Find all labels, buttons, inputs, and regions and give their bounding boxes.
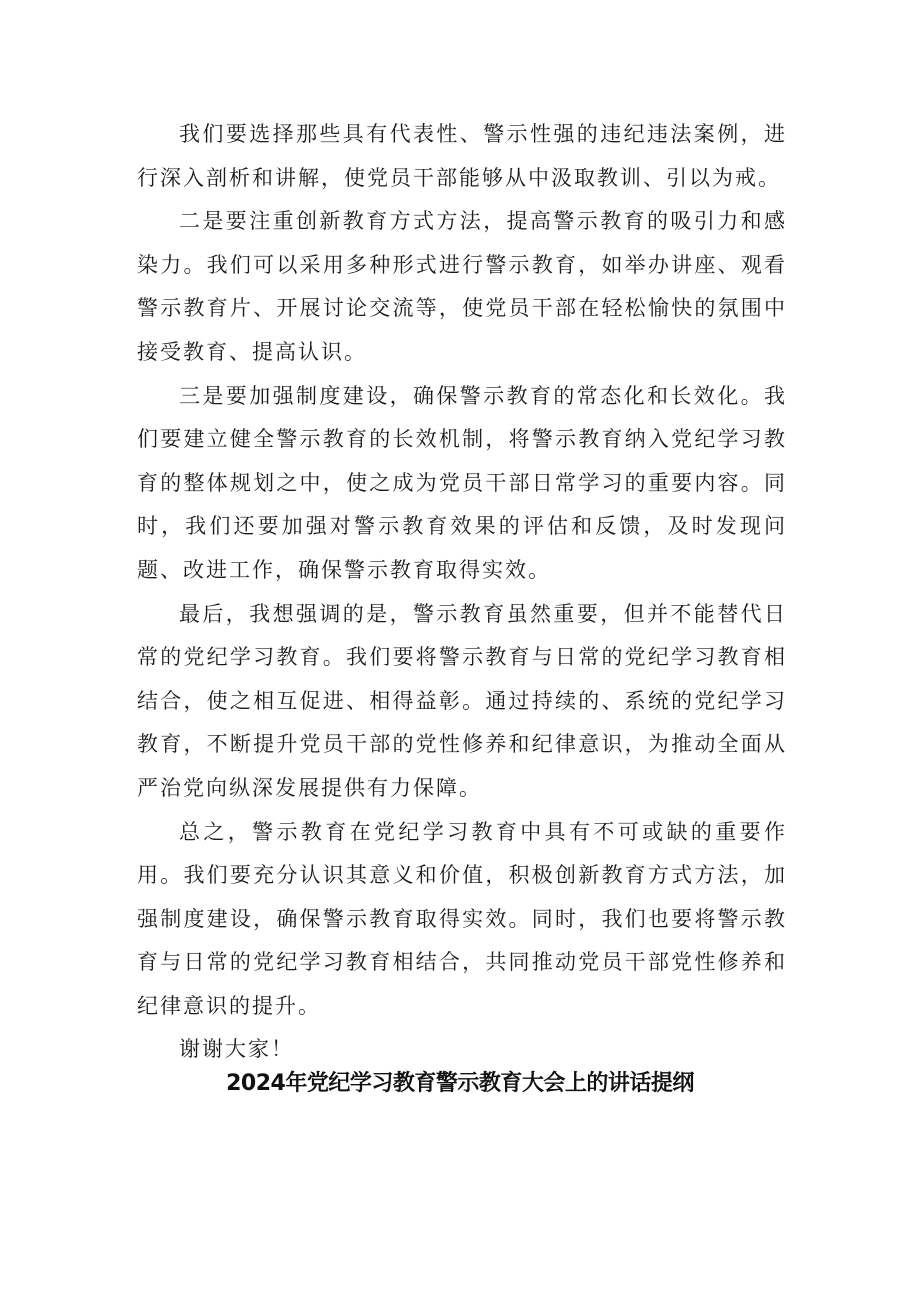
next-document-title: 2024年党纪学习教育警示教育大会上的讲话提纲 (226, 1071, 694, 1096)
paragraph-system-building: 三是要加强制度建设，确保警示教育的常态化和长效化。我们要建立健全警示教育的长效机制，将警示教育纳入党纪学习教育的整体规划之中，使之成为党员干部日常学习的重要内容。同时，我们还要加强对警示教育效果的评估和反馈，及时发现问题、改进工作，确保警示教育取得实效。 (137, 383, 787, 582)
paragraph-case-study: 我们要选择那些具有代表性、警示性强的违纪违法案例，进行深入剖析和讲解，使党员干部能够从中汲取教训、引以为戒。 (137, 122, 787, 190)
speech-body (137, 113, 787, 1072)
paragraph-innovation: 二是要注重创新教育方式方法，提高警示教育的吸引力和感染力。我们可以采用多种形式进行警示教育，如举办讲座、观看警示教育片、开展讨论交流等，使党员干部在轻松愉快的氛围中接受教育、提高认识。 (137, 209, 787, 364)
paragraph-conclusion: 总之，警示教育在党纪学习教育中具有不可或缺的重要作用。我们要充分认识其意义和价值，积极创新教育方式方法，加强制度建设，确保警示教育取得实效。同时，我们也要将警示教育与日常的党纪学习教育相结合，共同推动党员干部党性修养和纪律意识的提升。 (137, 819, 787, 1018)
paragraph-finally: 最后，我想强调的是，警示教育虽然重要，但并不能替代日常的党纪学习教育。我们要将警示教育与日常的党纪学习教育相结合，使之相互促进、相得益彰。通过持续的、系统的党纪学习教育，不断提升党员干部的党性修养和纪律意识，为推动全面从严治党向纵深发展提供有力保障。 (137, 601, 787, 800)
paragraph-thanks: 谢谢大家！ (179, 1037, 294, 1062)
